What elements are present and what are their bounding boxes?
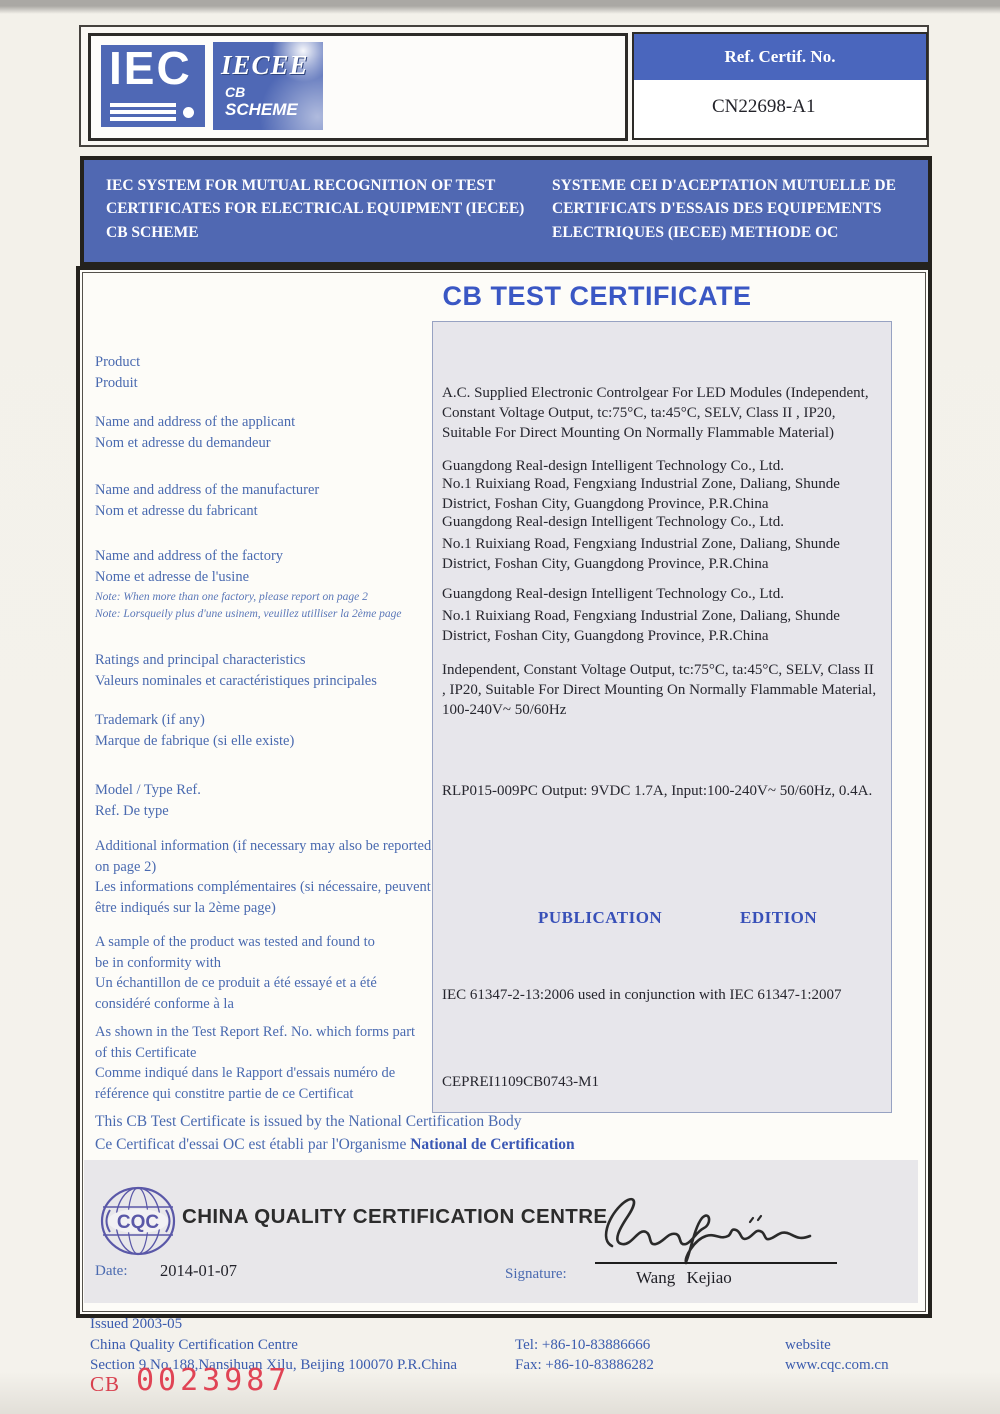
ref-certif-label: Ref. Certif. No. <box>634 34 926 80</box>
scheme-banner-fr: SYSTEME CEI D'ACEPTATION MUTUELLE DE CERTIFICATS D'ESSAIS DES EQUIPEMENTS ELECTRIQUES (IECEE) METHODE OC <box>552 177 896 241</box>
label-factory <box>95 546 435 587</box>
value-factory-address: No.1 Ruixiang Road, Fengxiang Industrial Zone, Daliang, Shunde District, Foshan City, Guangdong Province, P.R.China <box>442 608 840 645</box>
signature-line <box>595 1262 837 1264</box>
label-applicant-en: Name and address of the applicant <box>95 414 296 430</box>
iec-logo-bar <box>110 117 176 121</box>
scheme-banner-en: IEC SYSTEM FOR MUTUAL RECOGNITION OF TEST CERTIFICATES FOR ELECTRICAL EQUIPMENT (IECEE) CB SCHEME <box>106 177 525 241</box>
iecee-logo-scheme: SCHEME <box>225 100 298 119</box>
label-additional-en: Additional information (if necessary may also be reported on page 2) <box>95 838 432 875</box>
footer-issued: Issued 2003-05 <box>90 1316 183 1332</box>
date-value: 2014-01-07 <box>160 1261 237 1280</box>
date-label: Date: <box>95 1263 128 1279</box>
label-manufacturer-en: Name and address of the manufacturer <box>95 482 320 498</box>
label-model <box>95 780 435 821</box>
label-trademark-en: Trademark (if any) <box>95 712 205 728</box>
iec-logo-bar <box>110 110 176 114</box>
label-product-fr: Produit <box>95 374 138 391</box>
edition-heading: EDITION <box>740 908 818 927</box>
ref-certif-box <box>632 32 928 140</box>
issuer-name: CHINA QUALITY CERTIFICATION CENTRE <box>182 1205 608 1228</box>
signature-label: Signature: <box>505 1266 567 1282</box>
label-factory-fr: Nome et adresse de l'usine <box>95 568 250 585</box>
value-model: RLP015-009PC Output: 9VDC 1.7A, Input:100-240V~ 50/60Hz, 0.4A. <box>442 783 873 799</box>
label-factory-note-en: Note: When more than one factory, please report on page 2 <box>95 591 368 603</box>
footer-website-url: www.cqc.com.cn <box>785 1357 889 1373</box>
certificate-title: CB TEST CERTIFICATE <box>442 281 752 311</box>
value-standard: IEC 61347-2-13:2006 used in conjunction with IEC 61347-1:2007 <box>442 987 842 1003</box>
stamp-number: 0023987 <box>136 1363 291 1398</box>
footer-address: Section 9,No.188,Nansihuan Xilu, Beijing 100070 P.R.China <box>90 1357 458 1373</box>
value-ratings: Independent, Constant Voltage Output, tc:75°C, ta:45°C, SELV, Class II , IP20, Suitable For Direct Mounting On Normally Flammable Material, 100-240V~ 50/60Hz <box>442 662 877 719</box>
issuing-statement-fr-prefix: Ce Certificat d'essai OC est établi par l'Organisme <box>95 1136 411 1153</box>
label-ratings-en: Ratings and principal characteristics <box>95 652 306 668</box>
label-applicant-fr: Nom et adresse du demandeur <box>95 434 271 451</box>
label-ratings-fr: Valeurs nominales et caractéristiques principales <box>95 672 377 689</box>
value-applicant-address: No.1 Ruixiang Road, Fengxiang Industrial Zone, Daliang, Shunde District, Foshan City, Guangdong Province, P.R.China <box>442 476 840 513</box>
label-trademark <box>95 710 435 751</box>
value-manufacturer-name: Guangdong Real-design Intelligent Technology Co., Ltd. <box>442 514 784 530</box>
value-factory-name: Guangdong Real-design Intelligent Technology Co., Ltd. <box>442 586 784 602</box>
iecee-logo-text: IECEE <box>221 50 309 80</box>
label-additional-fr: Les informations complémentaires (si nécessaire, peuvent être indiqués sur la 2ème page) <box>95 879 431 916</box>
value-product: A.C. Supplied Electronic Controlgear For LED Modules (Independent, Constant Voltage Output, tc:75°C, ta:45°C, SELV, Class II , IP20, Suitable For Direct Mounting On Normally Flammable Material) <box>442 385 869 442</box>
issuing-statement-fr-bold: National de Certification <box>410 1136 575 1153</box>
label-model-en: Model / Type Ref. <box>95 782 201 798</box>
label-additional-info <box>95 836 435 918</box>
label-sample-fr: Un échantillon de ce produit a été essayé et a été considéré conforme à la <box>95 975 377 1012</box>
iecee-cb-scheme-logo <box>213 42 323 130</box>
stamp-cb-prefix: CB <box>90 1372 121 1396</box>
ref-certif-number: CN22698-A1 <box>712 96 816 117</box>
footer-fax: Fax: +86-10-83886282 <box>515 1357 654 1373</box>
label-test-report <box>95 1022 435 1104</box>
label-applicant <box>95 412 435 453</box>
label-manufacturer <box>95 480 435 521</box>
label-factory-note-fr: Note: Lorsqueily plus d'une usinem, veuillez utilliser la 2ème page <box>95 608 402 621</box>
label-factory-note <box>95 589 455 624</box>
footer-org: China Quality Certification Centre <box>90 1337 298 1353</box>
logos-box <box>88 33 628 141</box>
issuing-statement-en: This CB Test Certificate is issued by the National Certification Body <box>95 1113 522 1130</box>
label-test-report-fr: Comme indiqué dans le Rapport d'essais numéro de référence qui constitre partie de ce Certificat <box>95 1065 396 1102</box>
footer-website-label: website <box>785 1337 831 1353</box>
footer-tel: Tel: +86-10-83886666 <box>515 1337 651 1353</box>
signatory-name: Wang Kejiao <box>636 1268 732 1287</box>
iec-logo <box>101 42 205 127</box>
cqc-logo <box>98 1184 178 1258</box>
value-manufacturer-address: No.1 Ruixiang Road, Fengxiang Industrial Zone, Daliang, Shunde District, Foshan City, Guangdong Province, P.R.China <box>442 536 840 573</box>
iec-logo-dot <box>183 107 194 118</box>
label-trademark-fr: Marque de fabrique (si elle existe) <box>95 732 295 749</box>
label-factory-en: Name and address of the factory <box>95 548 284 564</box>
issuing-statement-fr <box>95 1136 575 1154</box>
label-model-fr: Ref. De type <box>95 802 169 819</box>
label-test-report-en: As shown in the Test Report Ref. No. which forms part of this Certificate <box>95 1024 416 1061</box>
value-applicant-name: Guangdong Real-design Intelligent Technology Co., Ltd. <box>442 458 784 474</box>
label-ratings <box>95 650 435 691</box>
label-manufacturer-fr: Nom et adresse du fabricant <box>95 502 258 519</box>
label-product <box>95 352 435 393</box>
label-sample <box>95 932 435 1014</box>
signature-script <box>598 1188 838 1266</box>
publication-heading: PUBLICATION <box>538 908 663 927</box>
value-test-report-ref: CEPREI1109CB0743-M1 <box>442 1074 599 1090</box>
iec-logo-text: IEC <box>109 42 192 94</box>
scheme-banner <box>80 156 932 266</box>
label-sample-en: A sample of the product was tested and found to be in conformity with <box>95 934 375 971</box>
label-product-en: Product <box>95 354 141 370</box>
cqc-logo-text: CQC <box>116 1212 160 1233</box>
iec-logo-bar <box>110 103 176 107</box>
iecee-logo-cb: CB <box>225 84 246 100</box>
